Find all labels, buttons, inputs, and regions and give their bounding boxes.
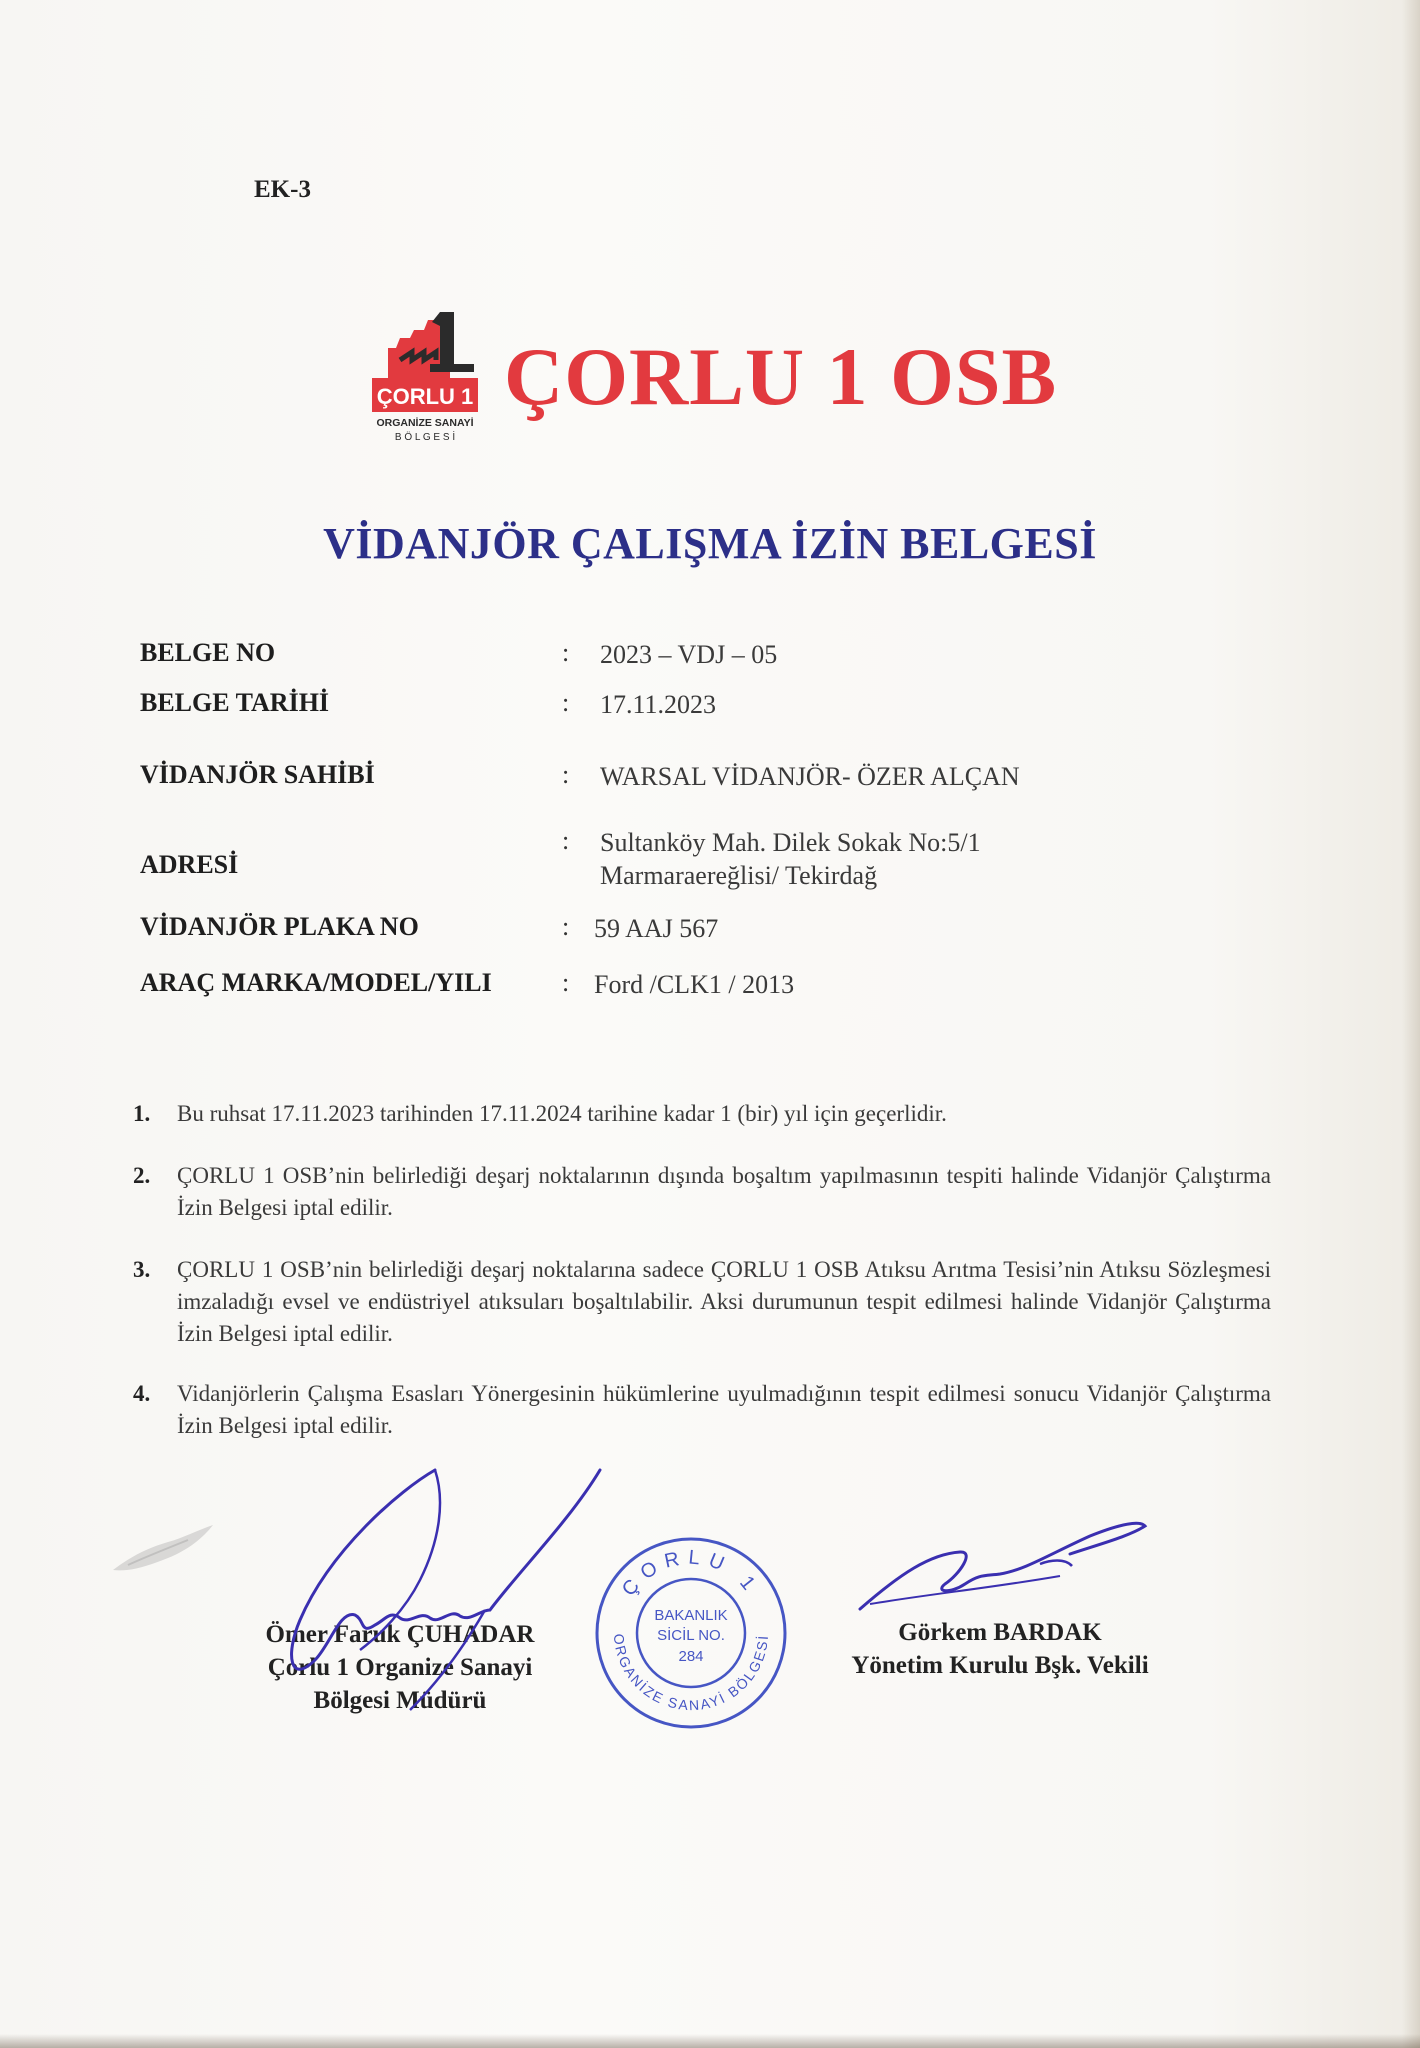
signatory-left <box>200 1618 600 1717</box>
page-edge-shadow <box>1402 0 1420 2048</box>
stamp-ring-bottom: ORGANİZE SANAYİ BÖLGESİ <box>610 1632 772 1714</box>
info-value: 2023 – VDJ – 05 <box>600 640 778 669</box>
info-label: VİDANJÖR SAHİBİ <box>140 760 375 789</box>
info-row-vehicle <box>140 968 1300 1008</box>
condition-text: ÇORLU 1 OSB’nin belirlediği deşarj noktalarının dışında boşaltım yapılmasının tespiti halinde Vidanjör Çalıştırma İzin Belgesi iptal edilir. <box>177 1163 1271 1220</box>
info-label: ARAÇ MARKA/MODEL/YILI <box>140 968 492 997</box>
logo-mark-text: ÇORLU 1 <box>376 384 474 409</box>
condition-item <box>133 1378 1271 1442</box>
info-colon: : <box>562 826 570 855</box>
stamp-center-2: SİCİL NO. <box>657 1627 725 1644</box>
info-row-address <box>140 826 1300 898</box>
condition-item <box>133 1160 1271 1224</box>
signature-right <box>850 1514 1150 1624</box>
factory-logo-icon <box>370 308 482 444</box>
info-colon: : <box>562 912 570 941</box>
info-label: BELGE NO <box>140 638 276 667</box>
condition-text: Vidanjörlerin Çalışma Esasları Yönergesinin hükümlerine uyulmadığının tespit edilmesi sonucu Vidanjör Çalıştırma İzin Belgesi iptal edilir. <box>177 1381 1271 1438</box>
stamp-center-1: BAKANLIK <box>654 1607 728 1624</box>
logo-mark-subtext-2: B Ö L G E S İ <box>394 432 456 443</box>
signatory-name: Ömer Faruk ÇUHADAR <box>265 1621 535 1648</box>
info-value: Sultanköy Mah. Dilek Sokak No:5/1 Marmaraereğlisi/ Tekirdağ <box>600 828 981 890</box>
condition-number: 2. <box>133 1163 151 1188</box>
svg-text:ORGANİZE SANAYİ BÖLGESİ <box>611 1633 771 1713</box>
info-colon: : <box>562 760 570 789</box>
signatory-title: Yönetim Kurulu Bşk. Vekili <box>851 1652 1149 1679</box>
info-row-plate <box>140 912 1300 952</box>
signatory-name: Görkem BARDAK <box>898 1619 1102 1646</box>
info-value: 59 AAJ 567 <box>594 914 719 943</box>
info-colon: : <box>562 688 570 717</box>
signatory-title: Çorlu 1 Organize Sanayi <box>267 1654 533 1681</box>
condition-number: 3. <box>133 1257 151 1282</box>
organization-logo <box>370 308 1070 448</box>
official-stamp <box>592 1534 790 1732</box>
signatory-right <box>810 1616 1190 1682</box>
info-row-owner <box>140 760 1300 800</box>
condition-number: 4. <box>133 1381 151 1406</box>
info-value: WARSAL VİDANJÖR- ÖZER ALÇAN <box>600 762 1020 791</box>
annex-label: EK-3 <box>254 176 311 203</box>
info-colon: : <box>562 638 570 667</box>
info-label: VİDANJÖR PLAKA NO <box>140 912 419 941</box>
info-colon: : <box>562 968 570 997</box>
condition-text: ÇORLU 1 OSB’nin belirlediği deşarj noktalarına sadece ÇORLU 1 OSB Atıksu Arıtma Tesisi’nin Atıksu Sözleşmesi imzaladığı evsel ve endüstriyel atıksuları boşaltılabilir. Aksi durumunun tespit edilmesi halinde Vidanjör Çalıştırma İzin Belgesi iptal edilir. <box>177 1257 1271 1346</box>
document-title: VİDANJÖR ÇALIŞMA İZİN BELGESİ <box>323 519 1097 568</box>
condition-text: Bu ruhsat 17.11.2023 tarihinden 17.11.2024 tarihine kadar 1 (bir) yıl için geçerlidir. <box>177 1101 947 1126</box>
ink-smudge <box>108 1520 218 1580</box>
info-row-document-no <box>140 638 1300 678</box>
info-label: BELGE TARİHİ <box>140 688 330 717</box>
info-label: ADRESİ <box>140 850 239 879</box>
condition-item <box>133 1254 1271 1350</box>
stamp-ring-top: ÇORLU 1 <box>617 1546 765 1601</box>
condition-item <box>133 1098 1271 1130</box>
condition-number: 1. <box>133 1101 151 1126</box>
info-value: Ford /CLK1 / 2013 <box>594 970 795 999</box>
logo-mark-subtext: ORGANİZE SANAYİ <box>376 417 474 429</box>
info-row-document-date <box>140 688 1300 728</box>
page-bottom-shadow <box>0 2034 1420 2048</box>
logo-brand-text: ÇORLU 1 OSB <box>504 331 1058 422</box>
signatory-title: Bölgesi Müdürü <box>313 1687 487 1714</box>
info-value: 17.11.2023 <box>600 690 717 719</box>
stamp-center-3: 284 <box>678 1648 704 1665</box>
